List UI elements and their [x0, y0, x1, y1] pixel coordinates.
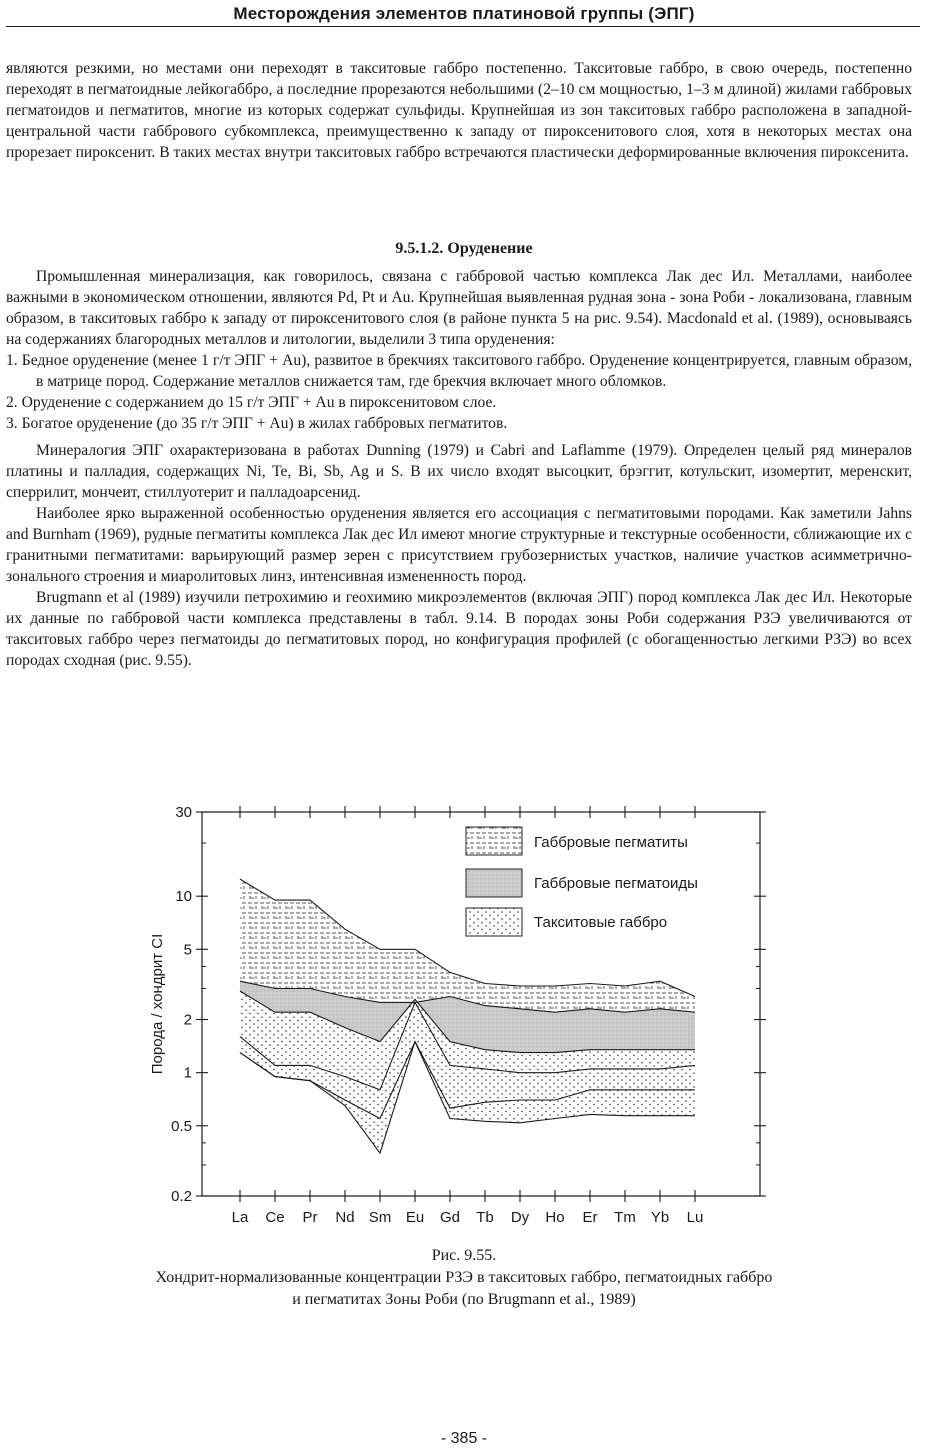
- paragraph-text: являются резкими, но местами они переходят в такситовые габбро постепенно. Такситовые габбро, в свою очередь, постепенно переходят в пегматоидные лейкогаббро, а последние прорезаются небольшими (2–10 см мощностью, 1–3 м длиной) жилами габбровых пегматоидов и пегматитов, многие из которых содержат сульфиды. Крупнейшая из зон такситовых габбро расположена в западной-центральной части габбрового субкомплекса, преимущественно к западу от пироксенитового слоя, хотя в некоторых местах она прорезает пироксенит. В таких местах внутри такситовых габбро встречаются пластически деформированные включения пироксенита.: [6, 60, 912, 161]
- y-tick-label: 1: [183, 1064, 192, 1082]
- y-tick-label: 2: [183, 1011, 192, 1029]
- y-axis-label: Порода / хондрит CI: [149, 933, 166, 1075]
- header-rule: [6, 26, 920, 27]
- x-tick-label-tb: Tb: [476, 1209, 494, 1226]
- x-tick-label-yb: Yb: [650, 1209, 670, 1226]
- page-number: - 385 -: [440, 1430, 488, 1447]
- x-tick-label-gd: Gd: [439, 1209, 461, 1226]
- running-head: Месторождения элементов платиновой группы (ЭПГ): [233, 4, 695, 23]
- legend-label-taxitic: Такситовые габбро: [534, 914, 668, 931]
- list-item-1: 1. Бедное оруденение (менее 1 г/т ЭПГ + Au), развитое в брекчиях такситового габбро. Оруденение концентрируется, главным образом, в матрице пород. Содержание металлов снижается там, где брекчия включает много обломков.: [6, 352, 912, 390]
- y-tick-label: 0.2: [171, 1188, 192, 1205]
- y-tick-label: 5: [183, 941, 192, 959]
- legend-label-pegmatites: Габбровые пегматиты: [534, 834, 688, 851]
- x-tick-label-ce: Ce: [265, 1209, 285, 1226]
- legend-swatch-pegmatites: [466, 827, 522, 855]
- paragraph-3: Минералогия ЭПГ охарактеризована в работах Dunning (1979) и Cabri and Laflamme (1979). Определен целый ряд минералов платины и палладия, содержащих Ni, Te, Bi, Sb, Ag и S. В их число входят высоцкит, брэггит, котульскит, изомертит, меренскит, сперрилит, мончеит, стиллуотерит и палладоарсенид.: [6, 442, 912, 501]
- x-tick-label-nd: Nd: [335, 1209, 355, 1226]
- x-tick-label-ho: Ho: [545, 1209, 565, 1226]
- x-tick-label-dy: Dy: [510, 1209, 530, 1226]
- paragraph-5: Brugmann et al (1989) изучили петрохимию и геохимию микроэлементов (включая ЭПГ) пород комплекса Лак дес Ил. Некоторые их данные по габбровой части комплекса представлены в табл. 9.14. В породах зоны Роби содержания РЗЭ увеличиваются от такситовых габбро через пегматоиды до пегматитовых пород, но конфигурация профилей (с обогащенностью легкими РЗЭ) во всех породах сходная (рис. 9.55).: [6, 589, 912, 669]
- list-item-2: 2. Оруденение с содержанием до 15 г/т ЭПГ + Au в пироксенитовом слое.: [6, 394, 497, 411]
- caption-line-2: и пегматитах Зоны Роби (по Brugmann et al., 1989): [292, 1291, 636, 1308]
- caption-line-1: Хондрит-нормализованные концентрации РЗЭ в такситовых габбро, пегматоидных габбро: [155, 1269, 773, 1286]
- y-tick-label: 0.5: [171, 1117, 192, 1135]
- main-text-block: [6, 266, 912, 671]
- y-tick-label: 30: [175, 804, 192, 821]
- x-tick-label-eu: Eu: [405, 1209, 425, 1226]
- ree-chart: [140, 770, 780, 1235]
- x-tick-label-pr: Pr: [302, 1209, 318, 1226]
- y-tick-label: 10: [175, 888, 192, 906]
- list-item-3: 3. Богатое оруденение (до 35 г/т ЭПГ + Au) в жилах габбровых пегматитов.: [6, 415, 508, 432]
- paragraph-2: Промышленная минерализация, как говорилось, связана с габбровой частью комплекса Лак дес Ил. Металлами, наиболее важными в экономическом отношении, являются Pd, Pt и Au. Крупнейшая выявленная рудная зона - зона Роби - локализована, главным образом, в такситовых габбро к западу от пироксенитового слоя (в районе пункта 5 на рис. 9.54). Macdonald et al. (1989), основываясь на содержаниях благородных металлов и литологии, выделили 3 типа оруденения:: [6, 268, 912, 348]
- paragraph-4: Наиболее ярко выраженной особенностью оруденения является его ассоциация с пегматитовыми породами. Как заметили Jahns and Burnham (1969), рудные пегматиты комплекса Лак дес Ил имеют многие структурные и текстурные особенности, сближающие их с гранитными пегматитами: варьирующий размер зерен с присутствием грубозернистых участков, наличие участков асимметрично-зонального строения и миаролитовых линз, интенсивная измененность пород.: [6, 505, 912, 585]
- figure-caption: [0, 1245, 928, 1311]
- caption-label: Рис. 9.55.: [431, 1247, 497, 1264]
- legend-swatch-pegmatoids: [466, 869, 522, 897]
- x-tick-label-er: Er: [582, 1209, 598, 1226]
- paragraph-1: [6, 58, 912, 163]
- legend-swatch-taxitic: [466, 908, 522, 936]
- legend-label-pegmatoids: Габбровые пегматоиды: [534, 875, 698, 892]
- legend: [466, 827, 698, 936]
- x-tick-label-lu: Lu: [686, 1209, 704, 1226]
- x-tick-label-tm: Tm: [614, 1209, 636, 1226]
- section-title: 9.5.1.2. Оруденение: [395, 240, 533, 257]
- x-tick-label-la: La: [231, 1209, 249, 1226]
- x-tick-label-sm: Sm: [368, 1209, 392, 1226]
